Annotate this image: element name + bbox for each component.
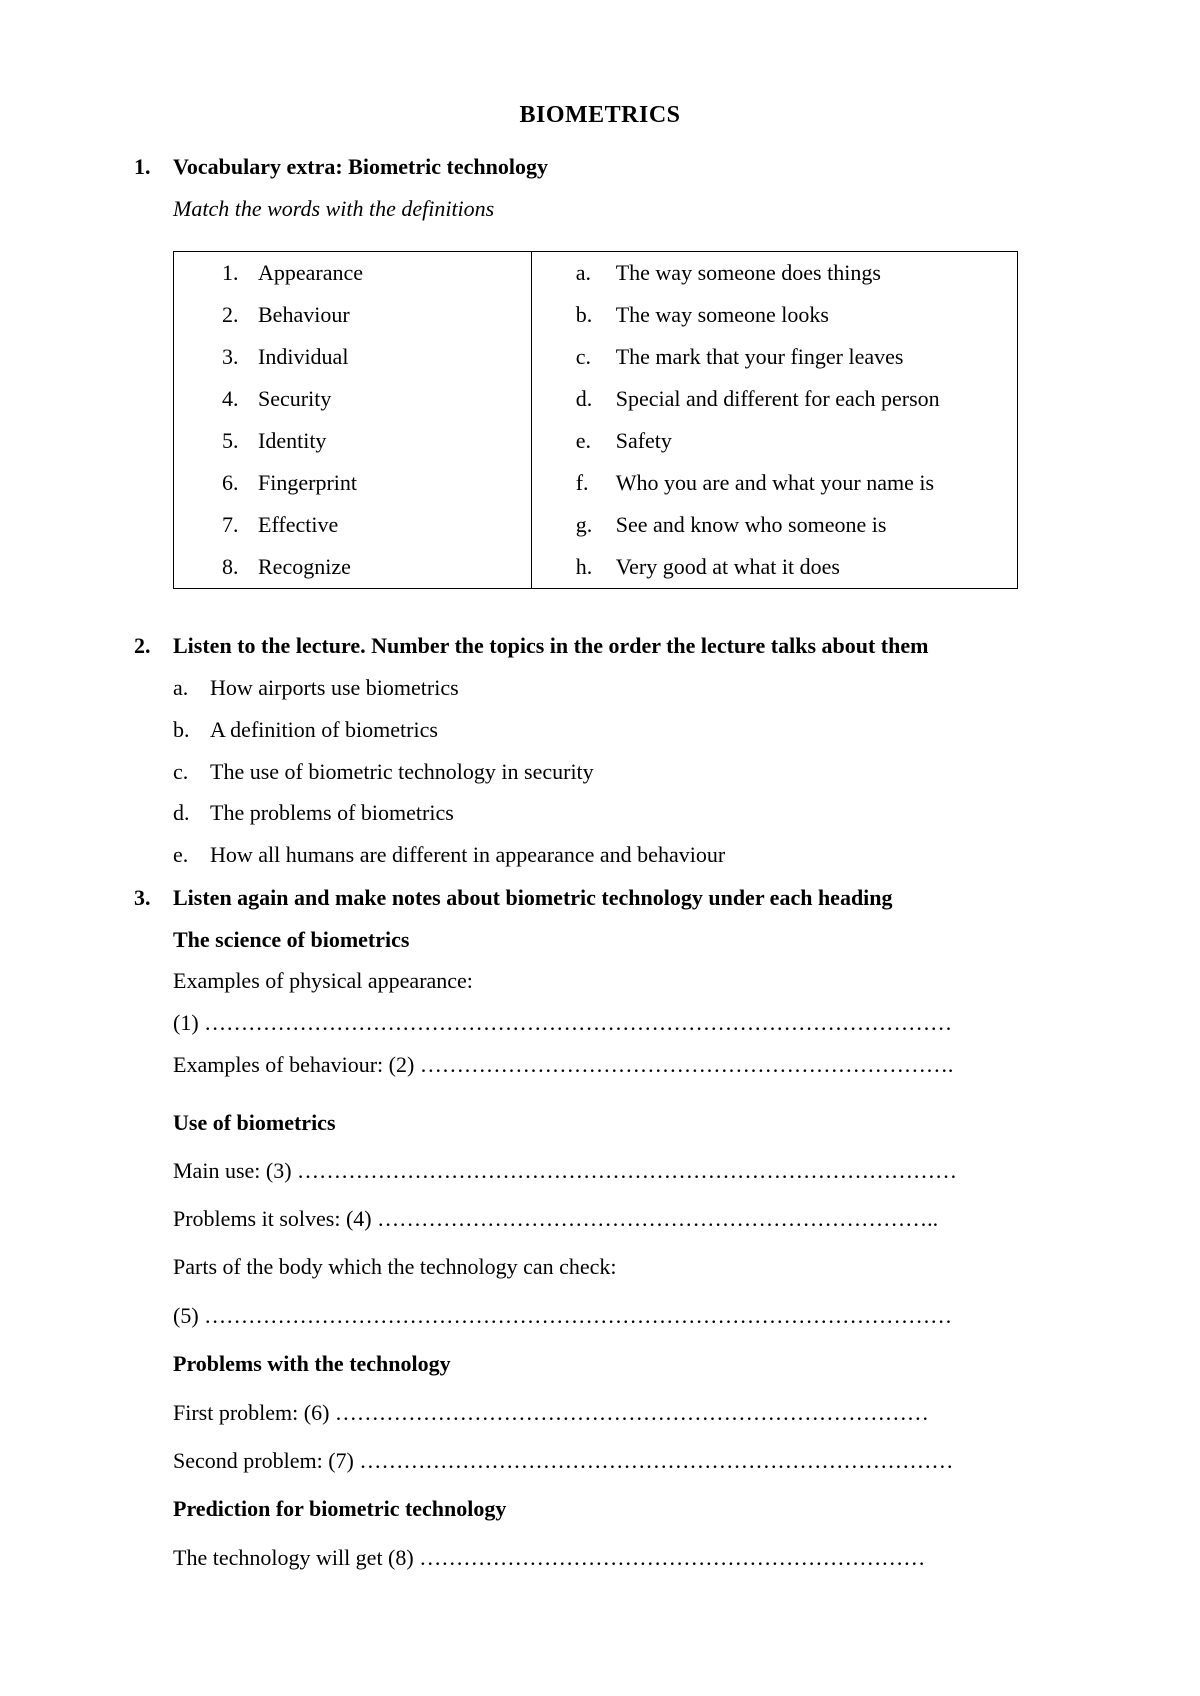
prompt-body-parts: Parts of the body which the technology can check:	[173, 1254, 617, 1279]
word-row	[174, 252, 531, 294]
definition-letter: d.	[575, 386, 593, 411]
answer-line-7: Second problem: (7) ………………………………………………………………………	[173, 1448, 954, 1473]
word-row	[174, 462, 531, 504]
definition-row	[532, 294, 1017, 336]
word-number: 7.	[222, 512, 239, 537]
topic-item	[173, 800, 454, 826]
definition-row	[532, 462, 1017, 504]
word-row	[174, 336, 531, 378]
section-1-number: 1.	[134, 154, 151, 179]
word-text: Individual	[258, 344, 349, 369]
definition-letter: e.	[575, 428, 591, 453]
definition-text: See and know who someone is	[615, 512, 887, 537]
prompt-physical-appearance: Examples of physical appearance:	[173, 968, 473, 993]
definition-row	[532, 336, 1017, 378]
word-row	[174, 294, 531, 336]
word-text: Identity	[258, 428, 327, 453]
topic-item	[173, 759, 594, 785]
word-text: Security	[258, 386, 332, 411]
definition-letter: c.	[575, 344, 591, 369]
definition-row	[532, 546, 1017, 588]
definition-letter: a.	[575, 260, 591, 285]
words-column	[174, 252, 532, 589]
definition-text: Very good at what it does	[615, 554, 840, 579]
answer-line-5: (5) …………………………………………………………………………………………	[173, 1303, 953, 1328]
topic-item	[173, 842, 725, 868]
topic-letter: b.	[173, 717, 190, 742]
word-row	[174, 420, 531, 462]
definitions-column	[531, 252, 1017, 589]
definition-letter: f.	[575, 470, 589, 495]
topic-letter: c.	[173, 759, 189, 784]
answer-line-3: Main use: (3) ………………………………………………………………………………	[173, 1158, 958, 1183]
word-number: 1.	[222, 260, 239, 285]
topic-text: The problems of biometrics	[210, 800, 454, 825]
definition-letter: b.	[575, 302, 593, 327]
word-number: 2.	[222, 302, 239, 327]
definition-letter: h.	[575, 554, 593, 579]
answer-line-8: The technology will get (8) ……………………………………………………………	[173, 1545, 926, 1570]
definition-text: The mark that your finger leaves	[615, 344, 904, 369]
definition-row	[532, 504, 1017, 546]
topic-text: How all humans are different in appearance and behaviour	[210, 842, 726, 867]
definition-letter: g.	[575, 512, 593, 537]
definition-text: The way someone looks	[615, 302, 829, 327]
matching-table	[173, 251, 1018, 589]
answer-line-1: (1) …………………………………………………………………………………………	[173, 1010, 953, 1035]
word-text: Recognize	[258, 554, 351, 579]
word-number: 4.	[222, 386, 239, 411]
answer-line-6: First problem: (6) ………………………………………………………………………	[173, 1400, 929, 1425]
definition-text: Who you are and what your name is	[615, 470, 935, 495]
section-2-heading: Listen to the lecture. Number the topics in the order the lecture talks about them	[173, 633, 929, 658]
definition-row	[532, 252, 1017, 294]
word-row	[174, 378, 531, 420]
definition-text: The way someone does things	[615, 260, 881, 285]
word-number: 5.	[222, 428, 239, 453]
word-number: 6.	[222, 470, 239, 495]
topic-item	[173, 675, 459, 701]
word-number: 3.	[222, 344, 239, 369]
section-1-instruction: Match the words with the definitions	[173, 196, 495, 221]
topic-letter: a.	[173, 675, 189, 700]
page-title: BIOMETRICS	[519, 102, 681, 128]
word-row	[174, 546, 531, 588]
word-text: Fingerprint	[258, 470, 357, 495]
topic-item	[173, 717, 438, 743]
word-text: Behaviour	[258, 302, 350, 327]
subheading-use: Use of biometrics	[173, 1110, 336, 1135]
topic-text: How airports use biometrics	[210, 675, 459, 700]
topic-letter: d.	[173, 800, 190, 825]
section-3-heading: Listen again and make notes about biometric technology under each heading	[173, 885, 893, 910]
topic-letter: e.	[173, 842, 189, 867]
word-text: Effective	[258, 512, 339, 537]
section-3-number: 3.	[134, 885, 151, 910]
subheading-problems: Problems with the technology	[173, 1351, 451, 1376]
definition-row	[532, 420, 1017, 462]
answer-line-4: Problems it solves: (4) …………………………………………………………………..	[173, 1206, 939, 1231]
definition-text: Special and different for each person	[615, 386, 940, 411]
section-2-number: 2.	[134, 633, 151, 658]
definition-row	[532, 378, 1017, 420]
topic-text: A definition of biometrics	[210, 717, 438, 742]
word-text: Appearance	[258, 260, 364, 285]
section-1-heading: Vocabulary extra: Biometric technology	[173, 154, 548, 179]
definition-text: Safety	[615, 428, 672, 453]
subheading-prediction: Prediction for biometric technology	[173, 1496, 507, 1521]
topic-text: The use of biometric technology in security	[210, 759, 594, 784]
subheading-science: The science of biometrics	[173, 927, 410, 952]
word-number: 8.	[222, 554, 239, 579]
answer-line-2: Examples of behaviour: (2) ……………………………………………………………….	[173, 1052, 954, 1077]
word-row	[174, 504, 531, 546]
